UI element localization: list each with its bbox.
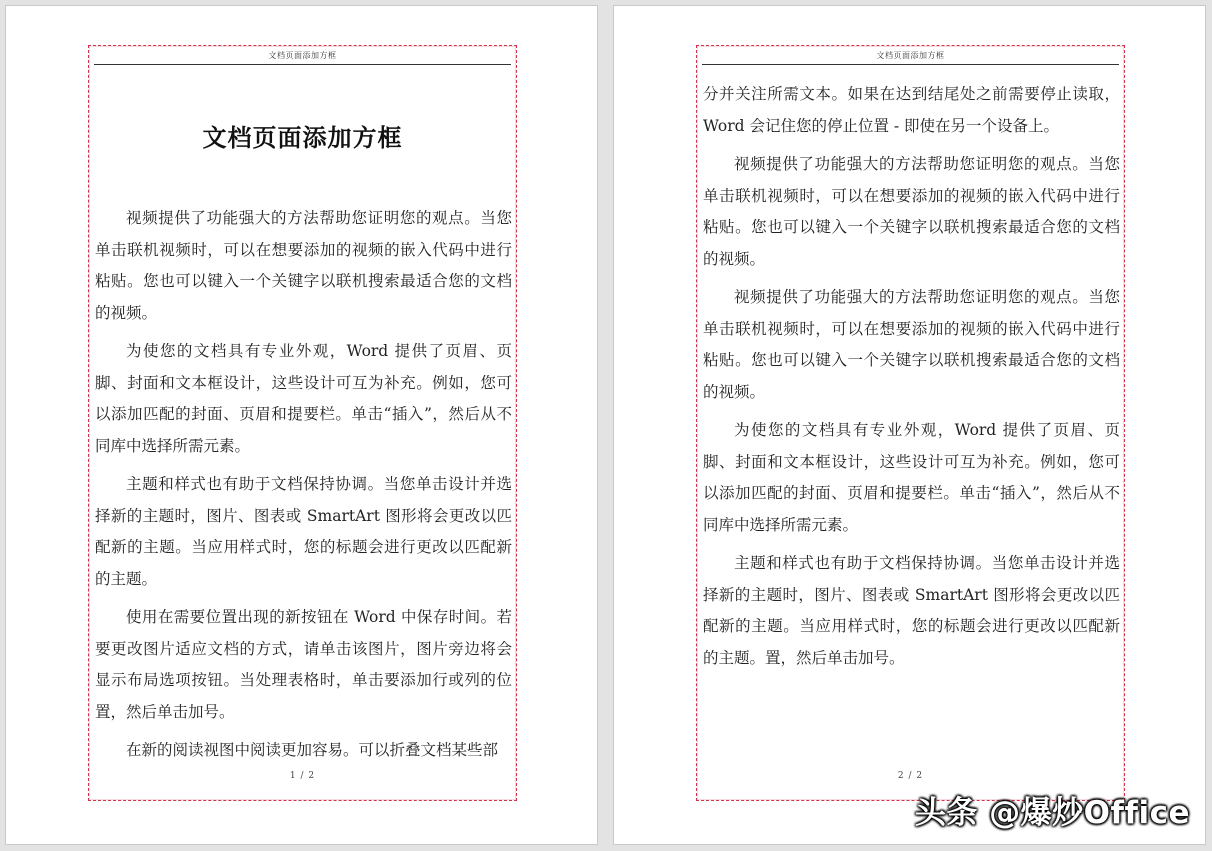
page-number: 1 / 2 <box>289 771 316 781</box>
document-page-2 <box>613 5 1206 845</box>
paragraph: 主题和样式也有助于文档保持协调。当您单击设计并选择新的主题时，图片、图表或 SmartArt 图形将会更改以匹配新的主题。当应用样式时，您的标题会进行更改以匹配新的主题。 <box>95 475 512 588</box>
page-body <box>95 203 512 774</box>
paragraph: 为使您的文档具有专业外观，Word 提供了页眉、页脚、封面和文本框设计，这些设计可互为补充。例如，您可以添加匹配的封面、页眉和提要栏。单击“插入”，然后从不同库中选择所需元素。 <box>95 342 512 455</box>
page-header: 文档页面添加方框 <box>702 49 1119 65</box>
document-title: 文档页面添加方框 <box>202 123 403 152</box>
page-number: 2 / 2 <box>897 771 924 781</box>
page-body <box>703 79 1120 681</box>
paragraph: 分并关注所需文本。如果在达到结尾处之前需要停止读取，Word 会记住您的停止位置 - 即使在另一个设备上。 <box>703 85 1120 135</box>
document-page-1 <box>5 5 598 845</box>
page-border-frame <box>88 45 517 801</box>
page-border-frame <box>696 45 1125 801</box>
paragraph: 为使您的文档具有专业外观，Word 提供了页眉、页脚、封面和文本框设计，这些设计可互为补充。例如，您可以添加匹配的封面、页眉和提要栏。单击“插入”，然后从不同库中选择所需元素。 <box>703 421 1120 534</box>
paragraph: 视频提供了功能强大的方法帮助您证明您的观点。当您单击联机视频时，可以在想要添加的视频的嵌入代码中进行粘贴。您也可以键入一个关键字以联机搜索最适合您的文档的视频。 <box>95 209 512 322</box>
paragraph: 在新的阅读视图中阅读更加容易。可以折叠文档某些部 <box>126 741 499 759</box>
page-header: 文档页面添加方框 <box>94 49 511 65</box>
paragraph: 使用在需要位置出现的新按钮在 Word 中保存时间。若要更改图片适应文档的方式，请单击该图片，图片旁边将会显示布局选项按钮。当处理表格时，单击要添加行或列的位置，然后单击加号。 <box>95 608 512 721</box>
watermark-text: 头条 @爆炒Office <box>914 795 1190 831</box>
paragraph: 视频提供了功能强大的方法帮助您证明您的观点。当您单击联机视频时，可以在想要添加的视频的嵌入代码中进行粘贴。您也可以键入一个关键字以联机搜索最适合您的文档的视频。 <box>703 288 1120 401</box>
paragraph: 主题和样式也有助于文档保持协调。当您单击设计并选择新的主题时，图片、图表或 SmartArt 图形将会更改以匹配新的主题。当应用样式时，您的标题会进行更改以匹配新的主题。置，然后单击加号。 <box>703 554 1120 667</box>
paragraph: 视频提供了功能强大的方法帮助您证明您的观点。当您单击联机视频时，可以在想要添加的视频的嵌入代码中进行粘贴。您也可以键入一个关键字以联机搜索最适合您的文档的视频。 <box>703 155 1120 268</box>
